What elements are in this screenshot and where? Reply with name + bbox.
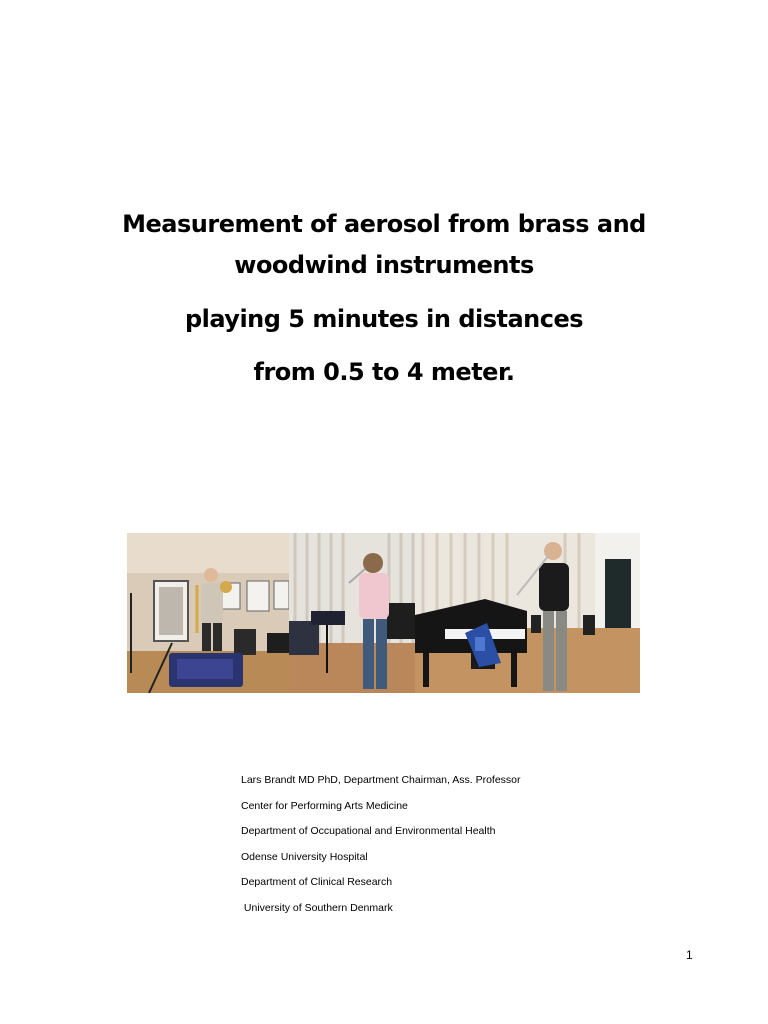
title-line-1: Measurement of aerosol from brass and [122,210,646,238]
title-line-4: from 0.5 to 4 meter. [253,358,515,386]
affiliation-line: Center for Performing Arts Medicine [241,799,408,812]
page-number: 1 [686,948,693,962]
affiliation-line: Department of Occupational and Environmental Health [241,825,496,838]
affiliation-line: Odense University Hospital [241,850,368,863]
flute-player-piano-photo [415,533,640,693]
affiliation-line: Lars Brandt MD PhD, Department Chairman, Ass. Professor [241,774,521,786]
author-affiliations [241,768,521,922]
affiliation-line: Department of Clinical Research [241,876,393,889]
photo-strip [127,533,640,693]
title-line-2: woodwind instruments [234,251,534,279]
trombone-player-photo [127,533,289,693]
affiliation-line: University of Southern Denmark [241,901,393,914]
flute-player-back-photo [289,533,415,693]
title-line-3: playing 5 minutes in distances [184,305,584,333]
